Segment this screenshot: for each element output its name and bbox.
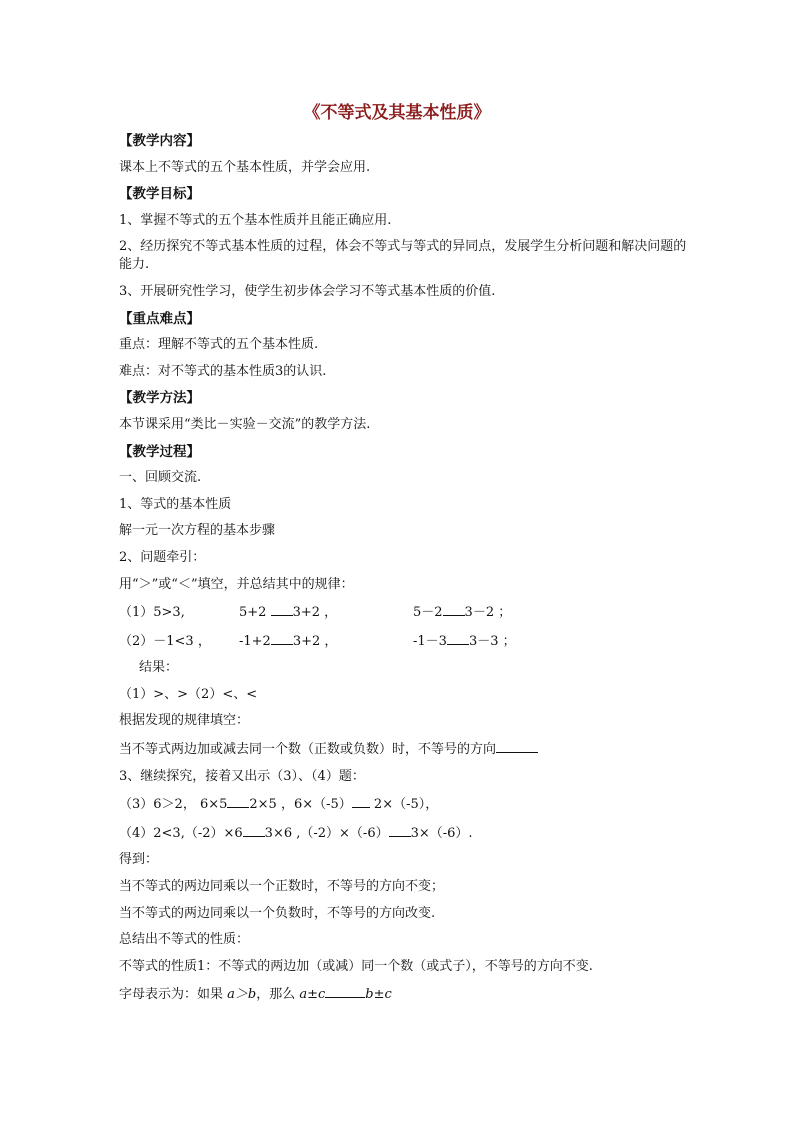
- document-title: 《不等式及其基本性质》: [303, 103, 491, 123]
- ex2-c: -1－3 3－3 ；: [413, 631, 516, 651]
- blank: [271, 602, 293, 616]
- obtain-label: 得到：: [119, 852, 159, 868]
- blank: [243, 823, 265, 837]
- ex1-c: 5－2 3－2 ；: [413, 602, 511, 622]
- rule-intro: 根据发现的规律填空：: [119, 713, 250, 729]
- blank: [496, 739, 538, 753]
- exercise-row-2: [119, 631, 689, 651]
- ex1-b: 5+2 3+2 ，: [239, 602, 413, 622]
- content-text: 课本上不等式的五个基本性质，并学会应用.: [119, 159, 371, 175]
- goal-item-1: 1、掌握不等式的五个基本性质并且能正确应用.: [119, 212, 392, 228]
- document-body: [119, 132, 689, 1013]
- result-text: （1）>、>（2）<、<: [119, 686, 258, 702]
- ex2-b: -1+2 3+2 ，: [239, 631, 413, 651]
- exercise-row-4: （4）2<3,（-2）×6 3×6 ,（-2）×（-6） 3×（-6）.: [119, 823, 689, 843]
- fill-instruction: 用“＞”或“＜”填空，并总结其中的规律：: [119, 576, 354, 592]
- exercise-row-3: （3）6＞2， 6×5 2×5 ，6×（-5） 2×（-5），: [119, 794, 689, 814]
- heading-content: 【教学内容】: [119, 133, 200, 149]
- heading-method: 【教学方法】: [119, 390, 200, 407]
- step-2: 2、问题牵引：: [119, 549, 206, 565]
- step-1-sub: 解一元一次方程的基本步骤: [119, 523, 276, 539]
- exercise-row-1: [119, 602, 689, 622]
- ex2-a: （2）－1<3 ，: [119, 633, 211, 649]
- blank: [325, 984, 365, 998]
- review-heading: 一、回顾交流.: [119, 470, 202, 486]
- blank: [389, 823, 411, 837]
- property-1-letters: 字母表示为：如果 a＞b，那么 a±c b±c: [119, 984, 689, 1004]
- step-1: 1、等式的基本性质: [119, 496, 232, 512]
- obtain-rule-positive: 当不等式的两边同乘以一个正数时，不等号的方向不变；: [119, 879, 445, 895]
- blank: [443, 602, 465, 616]
- difficult-point: 难点：对不等式的基本性质3的认识.: [119, 363, 327, 379]
- blank: [227, 794, 249, 808]
- ex1-a: （1）5>3,: [119, 605, 185, 621]
- goal-item-2: 2、经历探究不等式基本性质的过程，体会不等式与等式的异同点，发展学生分析问题和解决问题的能力.: [119, 239, 687, 273]
- result-label: 结果：: [139, 660, 179, 676]
- summary-label: 总结出不等式的性质：: [119, 932, 250, 948]
- blank: [271, 631, 293, 645]
- blank: [447, 631, 469, 645]
- heading-key-points: 【重点难点】: [119, 310, 200, 327]
- key-point: 重点：理解不等式的五个基本性质.: [119, 337, 319, 353]
- obtain-rule-negative: 当不等式的两边同乘以一个负数时，不等号的方向改变.: [119, 905, 436, 921]
- heading-goals: 【教学目标】: [119, 186, 200, 203]
- heading-process: 【教学过程】: [119, 443, 200, 460]
- goal-item-3: 3、开展研究性学习，使学生初步体会学习不等式基本性质的价值.: [119, 283, 496, 299]
- method-text: 本节课采用“类比－实验－交流”的教学方法.: [119, 416, 371, 432]
- rule-text: 当不等式两边加或减去同一个数（正数或负数）时，不等号的方向: [119, 739, 689, 759]
- property-1: 不等式的性质1：不等式的两边加（或减）同一个数（或式子），不等号的方向不变.: [119, 958, 593, 974]
- step-3: 3、继续探究，接着又出示（3）、（4）题：: [119, 768, 365, 784]
- blank: [352, 794, 370, 808]
